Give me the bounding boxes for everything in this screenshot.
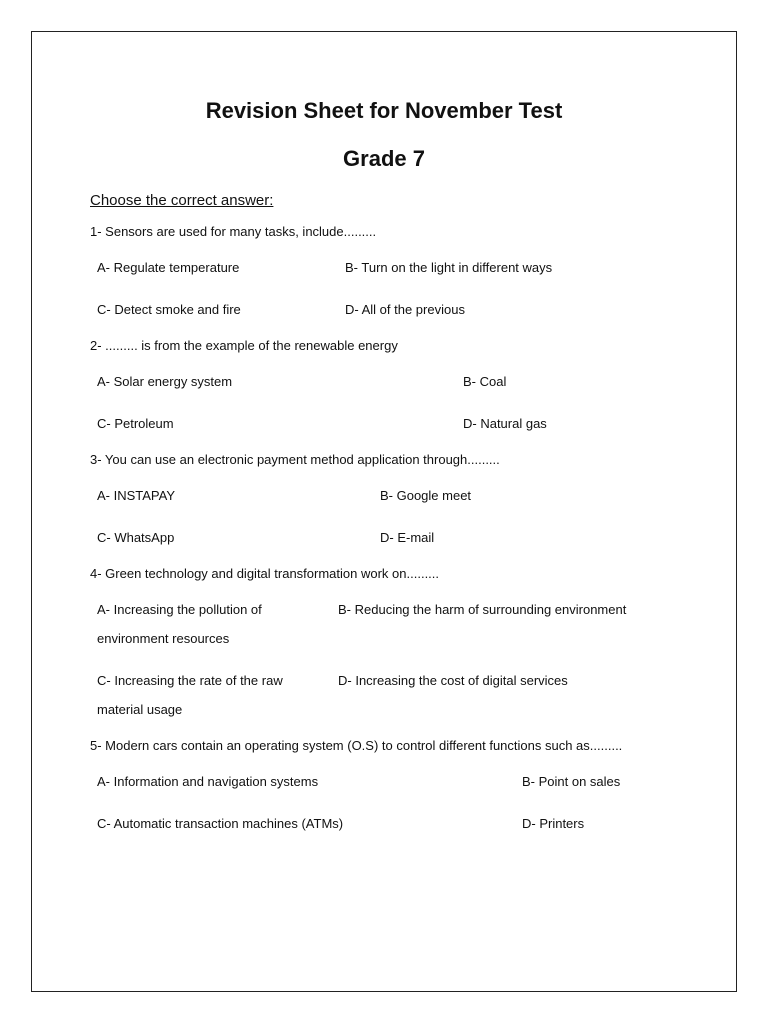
- page-title: Revision Sheet for November Test: [205, 98, 563, 123]
- question-5: 5- Modern cars contain an operating system (O.S) to control different functions such as.........: [90, 738, 623, 753]
- q3-option-b: B- Google meet: [380, 488, 472, 503]
- q5-option-a: A- Information and navigation systems: [97, 774, 319, 789]
- q4-option-c-continued: material usage: [97, 702, 183, 717]
- q4-option-a: A- Increasing the pollution of: [97, 602, 262, 617]
- q1-option-b: B- Turn on the light in different ways: [345, 260, 553, 275]
- instruction-text: Choose the correct answer:: [90, 192, 274, 209]
- q3-option-a: A- INSTAPAY: [97, 488, 176, 503]
- q2-option-d: D- Natural gas: [463, 416, 547, 431]
- q1-option-d: D- All of the previous: [345, 302, 465, 317]
- q1-option-c: C- Detect smoke and fire: [97, 302, 241, 317]
- question-4: 4- Green technology and digital transformation work on.........: [90, 566, 440, 581]
- q4-option-a-continued: environment resources: [97, 631, 230, 646]
- q2-option-b: B- Coal: [463, 374, 507, 389]
- q5-option-b: B- Point on sales: [522, 774, 621, 789]
- q5-option-d: D- Printers: [522, 816, 585, 831]
- q5-option-c: C- Automatic transaction machines (ATMs): [97, 816, 344, 831]
- q4-option-b: B- Reducing the harm of surrounding environment: [338, 602, 627, 617]
- q1-option-a: A- Regulate temperature: [97, 260, 240, 275]
- grade-heading: Grade 7: [343, 146, 425, 171]
- q2-option-c: C- Petroleum: [97, 416, 174, 431]
- question-1: 1- Sensors are used for many tasks, include.........: [90, 224, 377, 239]
- q4-option-d: D- Increasing the cost of digital services: [338, 673, 568, 688]
- question-2: 2- ......... is from the example of the renewable energy: [90, 338, 398, 353]
- q4-option-c: C- Increasing the rate of the raw: [97, 673, 283, 688]
- question-3: 3- You can use an electronic payment method application through.........: [90, 452, 500, 467]
- q3-option-d: D- E-mail: [380, 530, 435, 545]
- q3-option-c: C- WhatsApp: [97, 530, 175, 545]
- q2-option-a: A- Solar energy system: [97, 374, 233, 389]
- page-border: [31, 31, 737, 992]
